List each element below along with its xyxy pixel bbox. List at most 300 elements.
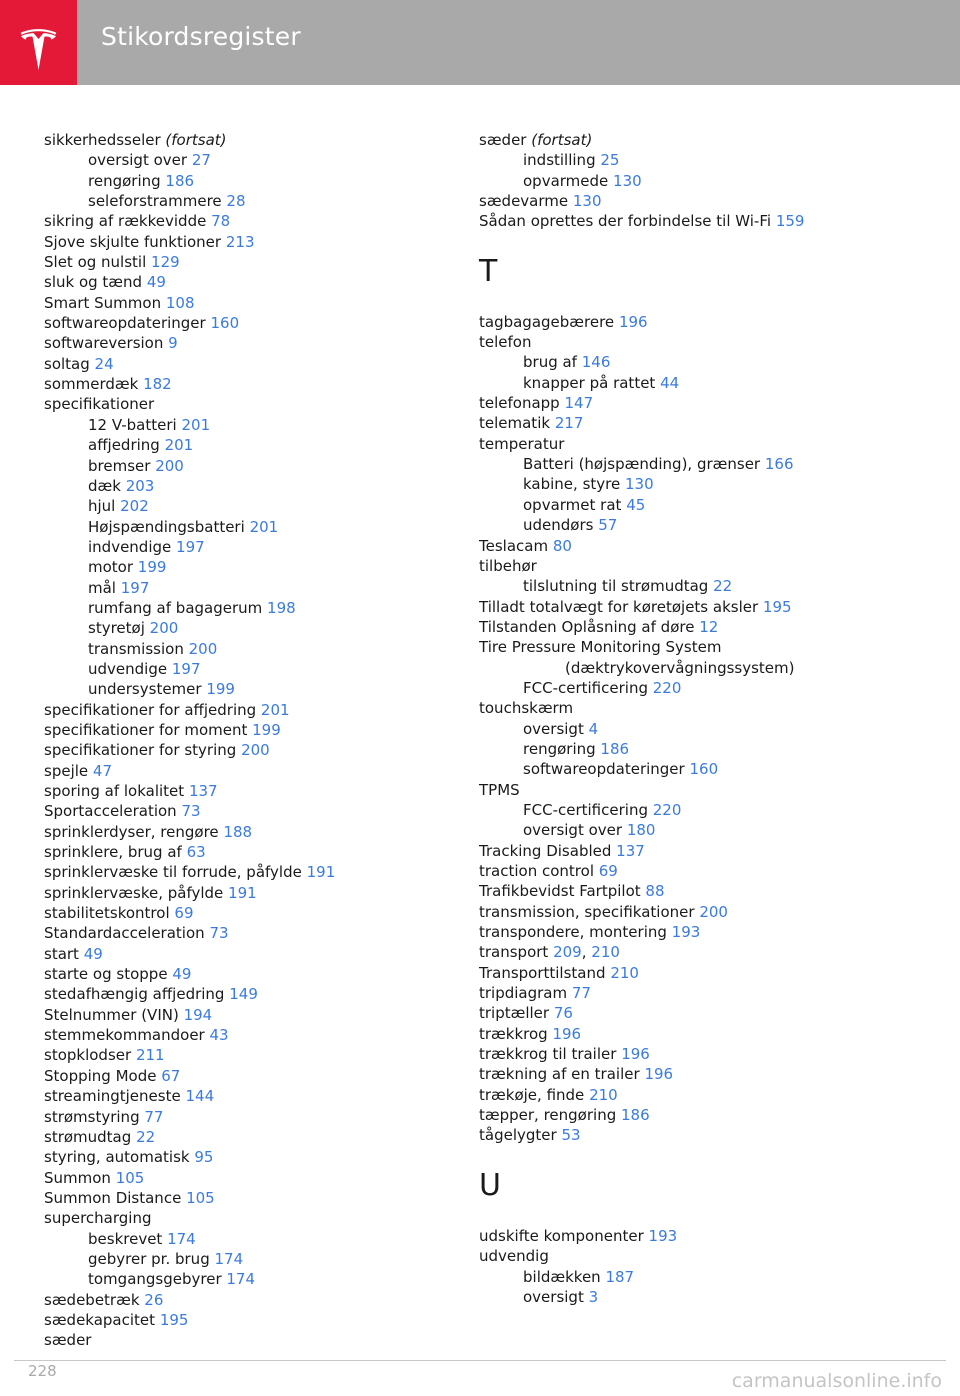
index-entry xyxy=(44,232,454,252)
page-header xyxy=(0,0,960,85)
index-entry xyxy=(479,637,939,657)
index-term: beskrevet xyxy=(88,1229,163,1248)
page-link[interactable]: 88 xyxy=(645,882,665,901)
index-entry xyxy=(479,1105,939,1125)
index-subentry xyxy=(44,456,454,476)
page-link[interactable]: 174 xyxy=(214,1249,244,1268)
index-term: Stelnummer (VIN) xyxy=(44,1005,179,1024)
index-entry xyxy=(44,781,454,801)
page-link[interactable]: 108 xyxy=(165,293,195,312)
index-term: Standardacceleration xyxy=(44,924,205,943)
index-subentry xyxy=(479,1287,939,1307)
index-term: sædekapacitet xyxy=(44,1310,156,1329)
index-term: Tilladt totalvægt for køretøjets aksler xyxy=(479,597,759,616)
page-link[interactable]: 144 xyxy=(185,1087,215,1106)
page-link[interactable]: 201 xyxy=(260,700,290,719)
section-letter: T xyxy=(479,253,498,289)
index-entry xyxy=(479,780,939,800)
page-link[interactable]: 199 xyxy=(252,720,281,739)
index-subentry xyxy=(44,435,454,455)
index-subentry xyxy=(479,474,939,494)
page-link[interactable]: 12 xyxy=(699,617,719,636)
footer-divider xyxy=(14,1360,946,1361)
page-link[interactable]: 199 xyxy=(137,558,167,577)
index-subentry xyxy=(479,515,939,535)
index-term: kabine, styre xyxy=(523,475,621,494)
page-link[interactable]: 197 xyxy=(120,578,150,597)
index-entry xyxy=(44,1310,454,1330)
index-entry xyxy=(44,1147,454,1167)
index-entry xyxy=(44,1025,454,1045)
index-term: sæder xyxy=(479,131,527,149)
index-term: triptæller xyxy=(479,1004,550,1023)
index-subentry xyxy=(44,476,454,496)
index-subentry xyxy=(44,618,454,638)
index-term: oversigt xyxy=(523,719,584,738)
page-link[interactable]: 196 xyxy=(618,312,648,331)
page-link[interactable]: 220 xyxy=(652,678,682,697)
index-entry xyxy=(479,211,939,231)
index-term: Højspændingsbatteri xyxy=(88,517,245,536)
index-term: indstilling xyxy=(523,151,596,170)
index-term: supercharging xyxy=(44,1209,152,1228)
index-term: spejle xyxy=(44,761,89,780)
index-entry xyxy=(479,130,939,150)
index-term: sluk og tænd xyxy=(44,273,143,292)
index-term: transpondere, montering xyxy=(479,923,667,942)
index-term: streamingtjeneste xyxy=(44,1087,181,1106)
index-subentry xyxy=(44,557,454,577)
index-entry xyxy=(479,597,939,617)
index-term: udvendig xyxy=(479,1247,549,1266)
index-entry xyxy=(44,1045,454,1065)
index-term: Stopping Mode xyxy=(44,1066,157,1085)
page-link[interactable]: 73 xyxy=(209,924,229,943)
index-term: seleforstrammere xyxy=(88,192,222,211)
index-term: 12 V-batteri xyxy=(88,415,177,434)
page-link[interactable]: 182 xyxy=(143,375,172,394)
index-entry xyxy=(44,1005,454,1025)
page-link[interactable]: 43 xyxy=(209,1026,229,1045)
index-subentry xyxy=(479,1267,939,1287)
index-entry xyxy=(44,944,454,964)
index-term: rumfang af bagagerum xyxy=(88,598,263,617)
page-link[interactable]: 199 xyxy=(206,680,235,699)
page-link[interactable]: 174 xyxy=(226,1270,256,1289)
page-link[interactable]: 57 xyxy=(598,516,618,535)
index-subentry xyxy=(479,576,939,596)
page-link[interactable]: 200 xyxy=(155,456,184,475)
page-link[interactable]: 174 xyxy=(167,1229,196,1248)
page-link[interactable]: 24 xyxy=(94,354,114,373)
page-link[interactable]: 200 xyxy=(149,619,179,638)
page-link[interactable]: 200 xyxy=(241,741,270,760)
page-link[interactable]: 77 xyxy=(571,984,591,1003)
index-term: Batteri (højspænding), grænser xyxy=(523,455,761,474)
index-term: rengøring xyxy=(523,739,596,758)
page-link[interactable]: 193 xyxy=(671,923,701,942)
index-term: specifikationer for moment xyxy=(44,720,248,739)
page-link[interactable]: 160 xyxy=(689,760,719,779)
page-link[interactable]: 137 xyxy=(616,841,645,860)
index-term: tågelygter xyxy=(479,1126,557,1145)
index-entry xyxy=(44,333,454,353)
index-entry xyxy=(479,1125,939,1145)
index-term: sommerdæk xyxy=(44,375,139,394)
index-entry xyxy=(44,1168,454,1188)
index-entry xyxy=(479,332,939,352)
index-term: tilslutning til strømudtag xyxy=(523,577,709,596)
index-term: sæder xyxy=(44,1331,92,1350)
page-link[interactable]: 186 xyxy=(621,1106,650,1125)
index-subentry xyxy=(44,1269,454,1289)
index-entry xyxy=(44,1330,454,1350)
page-link[interactable]: 210 xyxy=(589,1085,618,1104)
index-subentry xyxy=(479,352,939,372)
index-term: transmission, specifikationer xyxy=(479,902,695,921)
page-link[interactable]: 188 xyxy=(223,822,253,841)
page-link[interactable]: 196 xyxy=(644,1065,674,1084)
page-link[interactable]: 146 xyxy=(581,353,611,372)
page-link[interactable]: 77 xyxy=(144,1107,164,1126)
index-entry xyxy=(44,272,454,292)
index-subentry xyxy=(479,150,939,170)
page-link[interactable]: 47 xyxy=(92,761,113,780)
page-link[interactable]: 194 xyxy=(183,1005,213,1024)
page-link[interactable]: 180 xyxy=(626,821,656,840)
index-term: soltag xyxy=(44,354,90,373)
index-term: brug af xyxy=(523,353,577,372)
page-link[interactable]: 67 xyxy=(161,1066,181,1085)
page-link[interactable]: 22 xyxy=(713,577,733,596)
index-subentry xyxy=(44,150,454,170)
index-subentry xyxy=(479,719,939,739)
index-entry xyxy=(479,983,939,1003)
index-entry xyxy=(44,1188,454,1208)
index-subentry xyxy=(44,578,454,598)
index-entry xyxy=(479,1003,939,1023)
index-term: tilbehør xyxy=(479,556,537,575)
page-link[interactable]: 45 xyxy=(626,495,646,514)
index-entry xyxy=(479,841,939,861)
page-link[interactable]: 195 xyxy=(762,597,792,616)
index-entry xyxy=(479,1024,939,1044)
index-subentry xyxy=(44,598,454,618)
index-term: udvendige xyxy=(88,659,168,678)
index-subentry xyxy=(44,537,454,557)
page-link[interactable]: 191 xyxy=(228,883,257,902)
index-term: softwareopdateringer xyxy=(44,314,206,333)
index-entry xyxy=(44,862,454,882)
index-term: bildækken xyxy=(523,1267,601,1286)
index-entry xyxy=(479,861,939,881)
page-link[interactable]: 49 xyxy=(146,273,166,292)
page-link[interactable]: 80 xyxy=(552,536,572,555)
index-term: FCC-certificering xyxy=(523,678,648,697)
index-term: Sådan oprettes der forbindelse til Wi-Fi xyxy=(479,212,772,231)
index-term: sprinklervæske til forrude, påfylde xyxy=(44,863,302,882)
index-entry xyxy=(44,761,454,781)
index-term: softwareversion xyxy=(44,334,164,353)
index-entry xyxy=(479,963,939,983)
index-entry xyxy=(44,700,454,720)
page-link[interactable]: 210 xyxy=(610,963,639,982)
page-link[interactable]: 201 xyxy=(249,517,279,536)
index-term: stabilitetskontrol xyxy=(44,904,170,923)
index-term: FCC-certificering xyxy=(523,800,648,819)
page-link[interactable]: 197 xyxy=(171,659,201,678)
index-entry: transport 209, 210 xyxy=(479,943,620,962)
index-entry xyxy=(479,1226,939,1246)
page-link[interactable]: 213 xyxy=(225,232,255,251)
page-link[interactable]: 203 xyxy=(125,476,155,495)
index-entry xyxy=(44,1290,454,1310)
index-entry xyxy=(479,698,939,718)
index-entry xyxy=(44,903,454,923)
index-term: Slet og nulstil xyxy=(44,253,147,272)
index-entry xyxy=(44,130,454,150)
index-subentry xyxy=(479,495,939,515)
page-link[interactable]: 137 xyxy=(188,782,218,800)
logo-box xyxy=(0,0,77,85)
index-term: Summon xyxy=(44,1168,111,1187)
page-link[interactable]: 201 xyxy=(164,436,194,455)
index-term: Teslacam xyxy=(479,536,549,555)
index-term: Trafikbevidst Fartpilot xyxy=(479,882,641,901)
page-link[interactable]: 159 xyxy=(775,212,805,231)
page-link[interactable]: 78 xyxy=(211,212,231,231)
page-link[interactable]: 105 xyxy=(186,1188,215,1207)
page-link[interactable]: 130 xyxy=(613,171,642,190)
index-term: Sportacceleration xyxy=(44,802,177,821)
index-term: sprinklerdyser, rengøre xyxy=(44,822,219,841)
index-term: Transporttilstand xyxy=(479,963,606,982)
page-link[interactable]: 63 xyxy=(186,843,206,862)
index-term: start xyxy=(44,944,79,963)
index-term: (dæktrykovervågningssystem) xyxy=(565,658,795,677)
page-link[interactable]: 147 xyxy=(564,394,594,413)
index-term: telematik xyxy=(479,414,551,433)
index-term: rengøring xyxy=(88,171,161,190)
index-entry xyxy=(44,720,454,740)
index-entry xyxy=(44,1107,454,1127)
page-link[interactable]: 166 xyxy=(764,455,794,474)
index-term: transport xyxy=(479,943,549,962)
page-link[interactable]: 201 xyxy=(181,415,211,434)
index-term: styretøj xyxy=(88,619,145,638)
section-letter: U xyxy=(479,1167,501,1203)
index-entry xyxy=(479,536,939,556)
index-term: starte og stoppe xyxy=(44,965,168,984)
page-number: 228 xyxy=(28,1362,57,1380)
index-term: trækning af en trailer xyxy=(479,1065,640,1084)
index-term: sporing af lokalitet xyxy=(44,782,185,800)
index-qualifier: (fortsat) xyxy=(165,131,227,149)
index-subentry xyxy=(479,171,939,191)
page-link[interactable]: 191 xyxy=(306,863,336,882)
index-entry xyxy=(44,1208,454,1228)
index-subentry xyxy=(44,191,454,211)
index-entry xyxy=(44,1066,454,1086)
index-subentry xyxy=(479,739,939,759)
index-entry xyxy=(479,434,939,454)
index-qualifier: (fortsat) xyxy=(531,131,593,149)
page-link[interactable]: 130 xyxy=(625,475,654,494)
page-link[interactable]: 210 xyxy=(591,943,620,962)
index-term: tripdiagram xyxy=(479,984,568,1003)
index-entry xyxy=(44,964,454,984)
page-link[interactable]: 130 xyxy=(572,192,602,211)
index-entry xyxy=(44,923,454,943)
index-term: specifikationer for affjedring xyxy=(44,700,257,719)
page-link[interactable]: 196 xyxy=(621,1045,650,1064)
page-link[interactable]: 22 xyxy=(136,1127,156,1146)
page-link[interactable]: 186 xyxy=(600,739,630,758)
index-term: trækkrog til trailer xyxy=(479,1045,617,1064)
page-link[interactable]: 53 xyxy=(561,1126,581,1145)
index-term: udskifte komponenter xyxy=(479,1226,644,1245)
index-term: styring, automatisk xyxy=(44,1148,190,1167)
index-term: trækøje, finde xyxy=(479,1085,585,1104)
index-term: temperatur xyxy=(479,434,565,453)
index-term: sikring af rækkevidde xyxy=(44,212,207,231)
index-term: opvarmet rat xyxy=(523,495,622,514)
index-term: dæk xyxy=(88,476,121,495)
index-subentry xyxy=(44,171,454,191)
page-link[interactable]: 69 xyxy=(174,904,194,923)
page-link[interactable]: 76 xyxy=(553,1004,573,1023)
index-term: sikkerhedsseler xyxy=(44,131,161,149)
page-link[interactable]: 198 xyxy=(267,598,296,617)
page-link[interactable]: 28 xyxy=(226,192,246,211)
index-term: stemmekommandoer xyxy=(44,1026,205,1045)
index-term: gebyrer pr. brug xyxy=(88,1249,210,1268)
index-subentry xyxy=(44,659,454,679)
page-link[interactable]: 49 xyxy=(172,965,192,984)
index-subentry xyxy=(479,820,939,840)
index-entry xyxy=(44,252,454,272)
page-link[interactable]: 149 xyxy=(229,985,258,1004)
page-link[interactable]: 25 xyxy=(600,151,620,170)
index-entry xyxy=(479,617,939,637)
index-subentry xyxy=(44,415,454,435)
index-term: sprinklere, brug af xyxy=(44,843,182,862)
index-entry xyxy=(44,883,454,903)
index-entry xyxy=(479,1044,939,1064)
index-term: sprinklervæske, påfylde xyxy=(44,883,224,902)
index-entry xyxy=(479,1246,939,1266)
index-subentry xyxy=(44,639,454,659)
index-entry xyxy=(44,842,454,862)
page-link[interactable]: 105 xyxy=(115,1168,145,1187)
index-term: opvarmede xyxy=(523,171,609,190)
index-entry xyxy=(479,881,939,901)
index-term: Smart Summon xyxy=(44,293,162,312)
index-term: tæpper, rengøring xyxy=(479,1106,617,1125)
index-term: Tire Pressure Monitoring System xyxy=(479,638,722,657)
page-link[interactable]: 196 xyxy=(552,1024,582,1043)
page-link[interactable]: 129 xyxy=(151,253,180,272)
index-entry xyxy=(44,740,454,760)
index-subentry xyxy=(44,517,454,537)
page-link[interactable]: 197 xyxy=(176,537,205,556)
page-link[interactable]: 193 xyxy=(648,1226,678,1245)
index-term: motor xyxy=(88,558,134,577)
index-subentry xyxy=(479,373,939,393)
index-subentry xyxy=(479,800,939,820)
index-entry xyxy=(44,1127,454,1147)
index-entry xyxy=(479,922,939,942)
index-term: sædebetræk xyxy=(44,1290,140,1309)
index-term: bremser xyxy=(88,456,151,475)
index-column-right xyxy=(479,130,939,1307)
page-link[interactable]: 200 xyxy=(188,639,218,658)
page-link[interactable]: 160 xyxy=(210,314,240,333)
index-entry xyxy=(479,1085,939,1105)
index-term: stopklodser xyxy=(44,1046,132,1065)
index-term: Summon Distance xyxy=(44,1188,182,1207)
page-link[interactable]: 73 xyxy=(181,802,201,821)
page-link[interactable]: 200 xyxy=(699,902,728,921)
index-term: indvendige xyxy=(88,537,172,556)
page-link[interactable]: 195 xyxy=(159,1310,189,1329)
page-link[interactable]: 26 xyxy=(144,1290,164,1309)
index-subentry xyxy=(479,454,939,474)
index-term: telefon xyxy=(479,333,532,352)
index-subentry xyxy=(44,679,454,699)
index-term: Tracking Disabled xyxy=(479,841,612,860)
index-entry xyxy=(44,394,454,414)
page-link[interactable]: 3 xyxy=(588,1287,599,1306)
page-link[interactable]: 217 xyxy=(554,414,584,433)
page-link[interactable]: 69 xyxy=(598,862,618,880)
index-term: hjul xyxy=(88,497,116,516)
index-column-left xyxy=(44,130,454,1351)
page-link[interactable]: 220 xyxy=(652,800,682,819)
index-term: Sjove skjulte funktioner xyxy=(44,232,222,251)
page-link[interactable]: 202 xyxy=(120,497,149,516)
page-link[interactable]: 4 xyxy=(588,719,599,738)
page-link[interactable]: 187 xyxy=(605,1267,635,1286)
index-term: Tilstanden Oplåsning af døre xyxy=(479,617,695,636)
index-entry xyxy=(44,374,454,394)
index-subentry xyxy=(44,496,454,516)
index-term: oversigt xyxy=(523,1287,584,1306)
page-link[interactable]: 27 xyxy=(191,151,211,170)
index-entry xyxy=(44,801,454,821)
index-entry xyxy=(44,1086,454,1106)
index-entry xyxy=(479,191,939,211)
page-link[interactable]: 95 xyxy=(194,1148,214,1167)
index-entry xyxy=(44,984,454,1004)
page-link[interactable]: 44 xyxy=(660,373,680,392)
page-link[interactable]: 211 xyxy=(135,1046,165,1065)
index-term: touchskærm xyxy=(479,699,574,718)
index-term: tomgangsgebyrer xyxy=(88,1270,222,1289)
tesla-logo-icon xyxy=(14,16,63,70)
page-link[interactable]: 9 xyxy=(168,334,178,353)
page-link[interactable]: 209 xyxy=(553,943,582,962)
index-term: affjedring xyxy=(88,436,160,455)
index-entry xyxy=(479,902,939,922)
index-subentry xyxy=(479,678,939,698)
index-entry xyxy=(44,313,454,333)
index-subentry xyxy=(479,759,939,779)
page-link[interactable]: 186 xyxy=(165,171,195,190)
index-entry xyxy=(479,1064,939,1084)
index-term: tagbagagebærere xyxy=(479,312,615,331)
page-link[interactable]: 49 xyxy=(83,944,103,963)
